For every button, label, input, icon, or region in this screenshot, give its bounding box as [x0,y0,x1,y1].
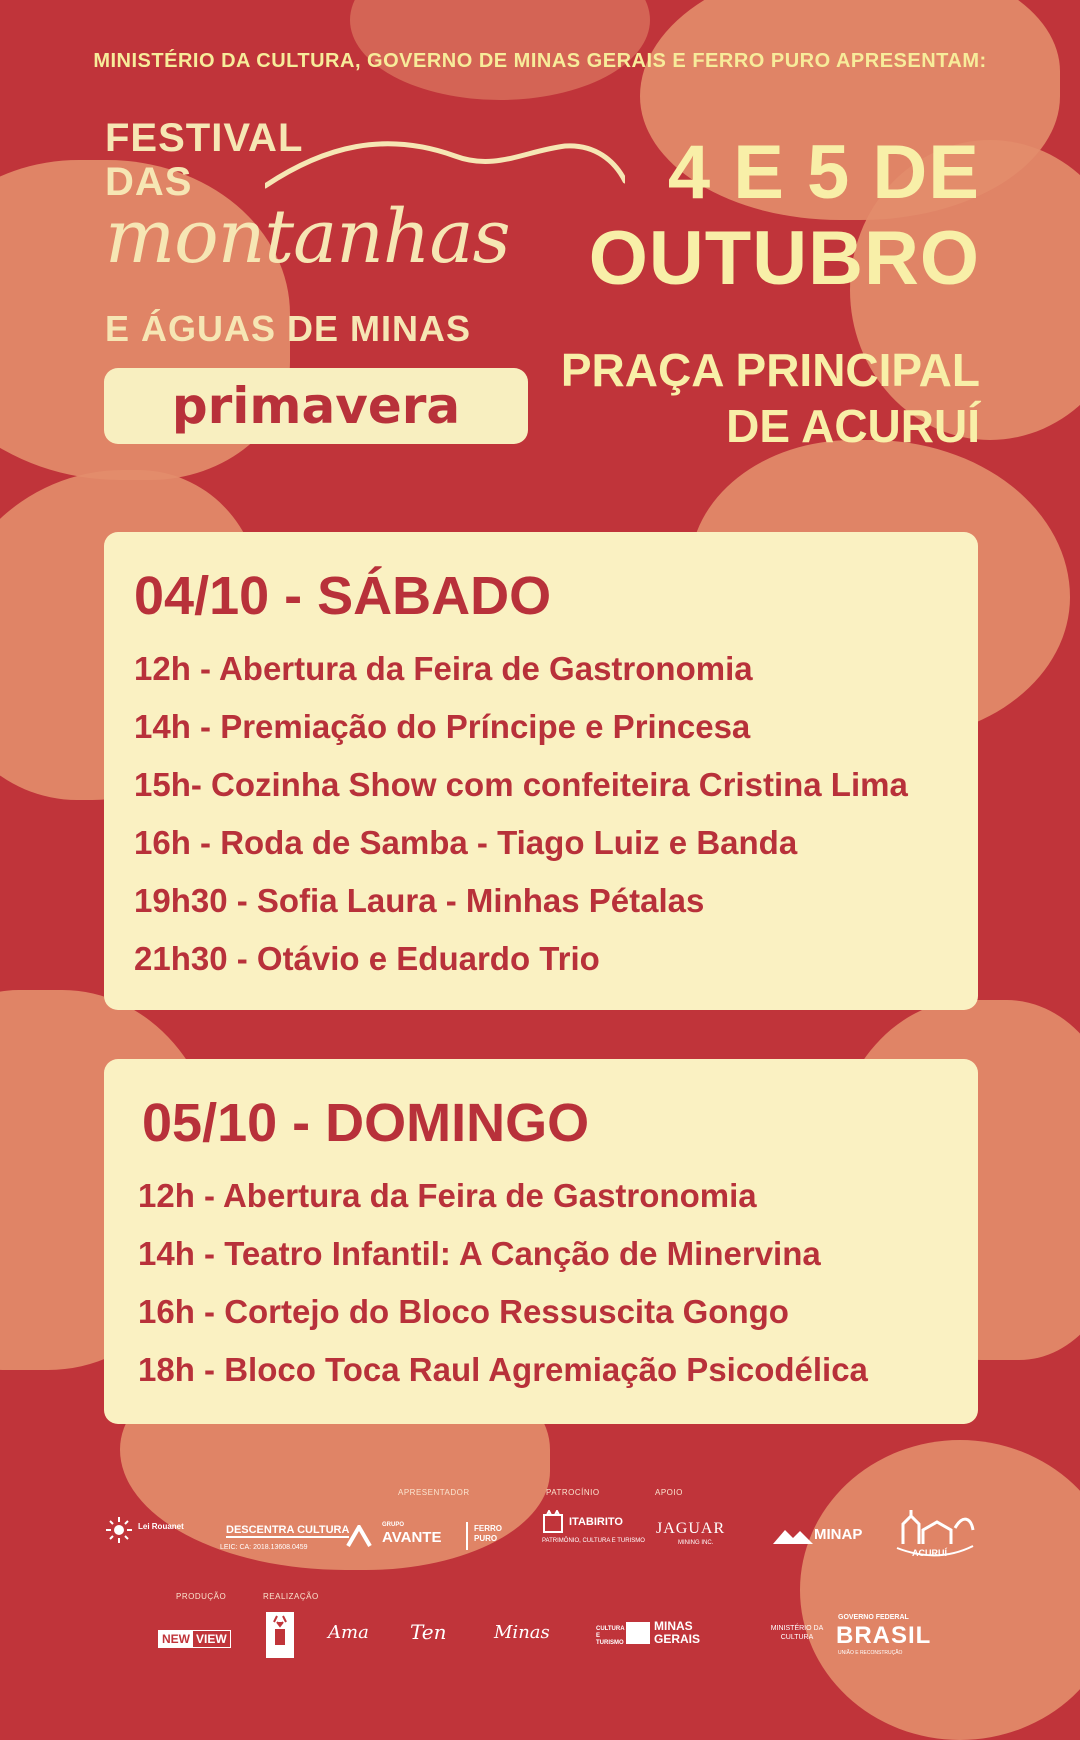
schedule-card-sunday [104,1059,978,1424]
itabirito-logo: ITABIRITO [569,1516,623,1528]
festival-word: FESTIVAL [105,116,304,160]
day-title: 04/10 - SÁBADO [134,566,552,626]
new-word: NEW [159,1631,193,1647]
realizacao-deer-badge-icon [266,1612,294,1658]
schedule-item: 14h - Premiação do Príncipe e Princesa [134,708,751,745]
schedule-item: 12h - Abertura da Feira de Gastronomia [134,650,753,687]
ferro-label: FERRO [474,1524,502,1533]
event-place [561,342,980,454]
minas-gerais-symbol-icon [626,1622,650,1644]
acurui-logo: ACURUÍ [912,1548,947,1558]
label-patrocinio: PATROCÍNIO [546,1488,600,1497]
cultura-turismo-label: CULTURA E TURISMO [596,1626,625,1646]
place-line1: PRAÇA PRINCIPAL [560,344,980,396]
petal-shape [800,1440,1080,1740]
avante-triangle-icon [346,1525,376,1547]
minas-gerais-logo: MINAS GERAIS [654,1619,701,1646]
avante-logo: AVANTE [382,1529,442,1546]
itabirito-subtitle: PATRIMÔNIO, CULTURA E TURISMO [542,1538,645,1544]
event-date-line2: OUTUBRO [588,216,980,301]
schedule-item: 16h - Cortejo do Bloco Ressuscita Gongo [138,1293,789,1330]
minap-logo: MINAP [814,1526,863,1543]
label-apresentador: APRESENTADOR [398,1488,470,1497]
day-title: 05/10 - DOMINGO [142,1093,590,1153]
ten-logo: Ten [410,1620,447,1644]
label-realizacao: REALIZAÇÃO [263,1592,319,1601]
das-word: DAS [105,160,193,204]
aguas-de-minas: E ÁGUAS DE MINAS [105,308,472,349]
schedule-item: 15h- Cozinha Show com confeiteira Cristina Lima [134,766,908,803]
grupo-label: GRUPO [382,1522,405,1528]
descentra-logo: DESCENTRA CULTURA [226,1524,350,1536]
itabirito-crest-icon [541,1510,565,1534]
event-info [561,130,980,454]
schedule-item: 16h - Roda de Samba - Tiago Luiz e Banda [134,824,798,861]
uniao-reconstrucao-label: UNIÃO E RECONSTRUÇÃO [838,1650,903,1656]
presenters-line: MINISTÉRIO DA CULTURA, GOVERNO DE MINAS GERAIS E FERRO PURO APRESENTAM: [93,50,987,72]
label-producao: PRODUÇÃO [176,1592,227,1601]
schedule-item: 19h30 - Sofia Laura - Minhas Pétalas [134,882,705,919]
logo-divider [466,1522,468,1550]
view-word: VIEW [196,1632,227,1646]
jaguar-logo: JAGUAR [656,1520,726,1537]
new-view-logo [158,1630,231,1648]
descentra-code: LEIC: CA: 2018.13608.0459 [220,1544,308,1551]
governo-federal-label: GOVERNO FEDERAL [838,1614,909,1621]
schedule-list [104,640,978,988]
schedule-list [104,1167,978,1399]
schedule-item: 12h - Abertura da Feira de Gastronomia [138,1177,757,1214]
place-line2: DE ACURUÍ [726,400,980,452]
event-date-line1: 4 E 5 DE [667,130,980,215]
brasil-logo: BRASIL [836,1622,932,1649]
minap-mountain-icon [773,1528,813,1544]
schedule-item: 14h - Teatro Infantil: A Canção de Minervina [138,1235,821,1272]
schedule-item: 21h30 - Otávio e Eduardo Trio [134,940,600,977]
schedule-card-saturday [104,532,978,1010]
lei-rouanet-logo: Lei Rouanet [138,1522,184,1531]
jaguar-subtitle: MINING INC. [678,1540,714,1546]
ama-logo: Ama [328,1622,369,1643]
season-badge: primavera [104,368,528,444]
festival-logo [105,116,535,349]
lei-rouanet-sun-icon [105,1516,133,1544]
ministerio-label: MINISTÉRIO DA CULTURA [770,1625,824,1641]
schedule-item: 18h - Bloco Toca Raul Agremiação Psicodélica [138,1351,868,1388]
puro-label: PURO [474,1534,498,1543]
label-apoio: APOIO [655,1488,683,1497]
montanhas-script: montanhas [105,194,510,280]
minas-script-logo: Minas [494,1622,550,1643]
